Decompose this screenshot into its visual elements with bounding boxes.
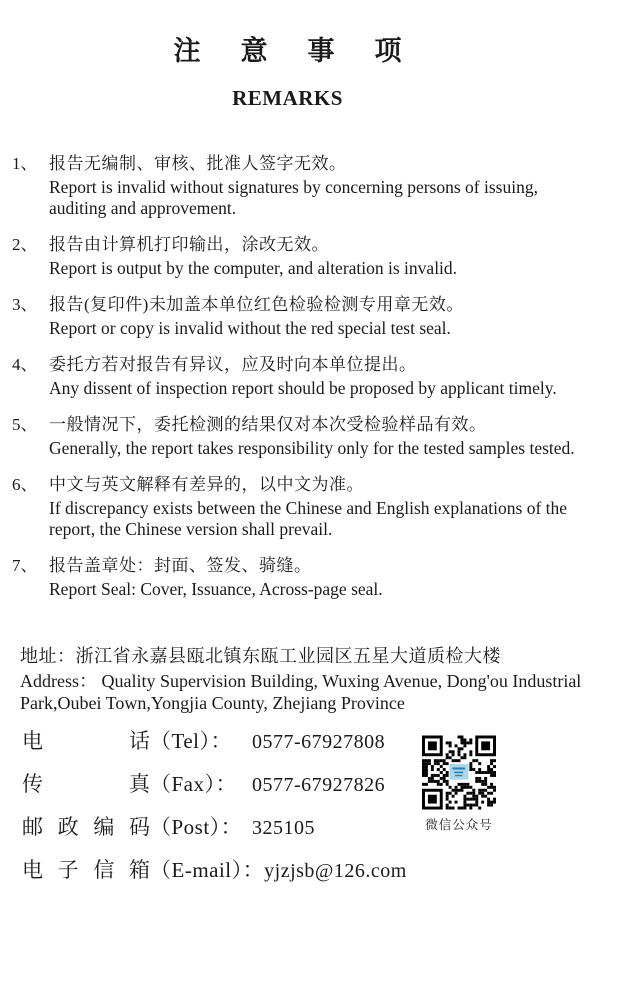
item-texts — [49, 150, 584, 219]
item-texts — [49, 411, 575, 459]
contact-value-fax: 0577-67927826 — [252, 774, 386, 796]
wechat-qr-block — [421, 734, 497, 833]
contact-row-tel — [22, 728, 623, 755]
remark-text-en: If discrepancy exists between the Chinese and English explanations of the report, the Chinese version shall prevail. — [49, 498, 568, 539]
contact-label-paren: （E-mail）： — [150, 858, 265, 882]
contact-section — [22, 728, 623, 884]
remark-text-en: Report Seal: Cover, Issuance, Across-page seal. — [49, 579, 383, 599]
item-number: 5、 — [12, 415, 38, 434]
remark-text-zh: 报告(复印件)未加盖本单位红色检验检测专用章无效。 — [49, 295, 464, 314]
remark-text-zh: 报告无编制、审核、批准人签字无效。 — [49, 154, 347, 173]
page-header — [0, 34, 599, 111]
remark-item — [12, 411, 623, 459]
contact-value-email: yjzjsb@126.com — [264, 860, 407, 882]
item-number: 7、 — [12, 556, 38, 575]
remark-text-zh: 报告由计算机打印输出，涂改无效。 — [49, 235, 329, 254]
contact-label-zh: 电话 — [22, 729, 150, 753]
item-number: 1、 — [12, 154, 38, 173]
remark-text-zh: 一般情况下，委托检测的结果仅对本次受检验样品有效。 — [49, 415, 487, 434]
remark-text-zh: 报告盖章处：封面、签发、骑缝。 — [49, 556, 312, 575]
contact-label — [22, 728, 252, 754]
remark-item — [12, 231, 623, 279]
contact-label-paren: （Fax）： — [150, 772, 237, 796]
contact-value-tel: 0577-67927808 — [252, 731, 386, 753]
remark-text-en: Report is output by the computer, and alteration is invalid. — [49, 258, 458, 278]
address-block — [20, 642, 592, 714]
contact-value-post: 325105 — [252, 817, 315, 839]
qr-caption: 微信公众号 — [425, 818, 493, 832]
wechat-qr-code — [422, 734, 496, 811]
remark-item — [12, 552, 623, 600]
item-texts — [49, 351, 557, 399]
contact-label-zh: 传真 — [22, 772, 150, 796]
remark-text-zh: 委托方若对报告有异议，应及时向本单位提出。 — [49, 355, 417, 374]
remark-text-zh: 中文与英文解释有差异的，以中文为准。 — [49, 475, 364, 494]
address-line-en: Address： Quality Supervision Building, Wuxing Avenue, Dong'ou Industrial Park,Oubei Town,Yongjia County, Zhejiang Province — [20, 671, 582, 713]
remark-item — [12, 291, 623, 339]
contact-row-email — [22, 857, 623, 884]
contact-label-paren: （Post）： — [150, 815, 243, 839]
contact-label-zh: 邮政编码 — [22, 815, 150, 839]
item-texts — [49, 552, 383, 600]
contact-row-post — [22, 814, 623, 841]
remark-text-en: Generally, the report takes responsibility only for the tested samples tested. — [49, 438, 575, 458]
contact-label-paren: （Tel）： — [150, 729, 233, 753]
item-number: 6、 — [12, 475, 38, 494]
item-texts — [49, 231, 457, 279]
contact-row-fax — [22, 771, 623, 798]
contact-label — [22, 857, 264, 883]
item-texts — [49, 291, 464, 339]
page-title-en: REMARKS — [232, 86, 343, 110]
remarks-list — [12, 150, 623, 600]
remark-item — [12, 351, 623, 399]
item-number: 3、 — [12, 295, 38, 314]
remark-text-en: Report or copy is invalid without the red special test seal. — [49, 318, 451, 338]
contact-label — [22, 814, 252, 840]
contact-label-zh: 电子信箱 — [22, 858, 150, 882]
item-number: 2、 — [12, 235, 38, 254]
item-number: 4、 — [12, 355, 38, 374]
remark-item — [12, 150, 623, 219]
item-texts — [49, 471, 584, 540]
address-line-zh: 地址：浙江省永嘉县瓯北镇东瓯工业园区五星大道质检大楼 — [20, 646, 501, 666]
contact-label — [22, 771, 252, 797]
page-title-zh: 注意事项 — [173, 36, 442, 66]
remark-item — [12, 471, 623, 540]
remark-text-en: Report is invalid without signatures by concerning persons of issuing, auditing and approvement. — [49, 177, 538, 218]
remark-text-en: Any dissent of inspection report should be proposed by applicant timely. — [49, 378, 557, 398]
